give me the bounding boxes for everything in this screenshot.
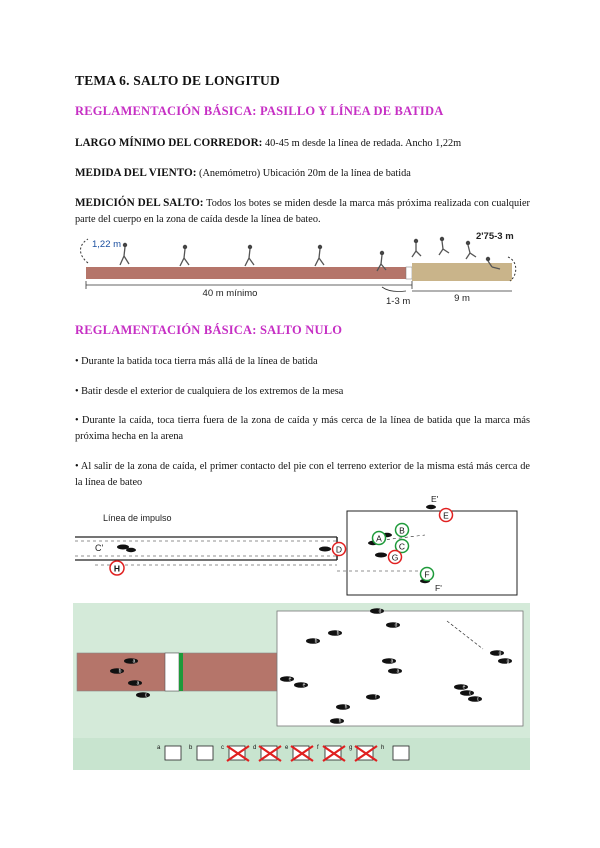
bullet-4: • Al salir de la zona de caída, el primer contacto del pie con el terreno exterior de la misma está más cerca de la línea de bateo	[75, 461, 530, 488]
svg-text:g: g	[349, 745, 353, 751]
svg-text:d: d	[253, 745, 257, 751]
svg-text:e: e	[288, 676, 292, 683]
take-off-box	[165, 653, 179, 691]
landing-pit	[412, 263, 512, 281]
take-off-board	[406, 267, 412, 279]
svg-text:g: g	[506, 658, 510, 665]
svg-text:g: g	[498, 650, 502, 657]
svg-text:C: C	[398, 541, 406, 552]
svg-text:h: h	[381, 745, 385, 751]
mark-g	[389, 551, 402, 564]
text-medicion: Todos los botes se miden desde la marca más próxima realizada con cualquier parte del cuerpo en la zona de caída desde la línea de bateo.	[75, 198, 530, 225]
svg-text:c: c	[476, 696, 480, 703]
bullet-2: • Batir desde el exterior de cualquiera de los extremos de la mesa	[75, 386, 344, 397]
impulse-line-label: Línea de impulso	[103, 513, 172, 523]
svg-text:d: d	[378, 608, 382, 615]
svg-text:a: a	[396, 668, 400, 675]
svg-text:b: b	[189, 745, 193, 751]
mark-label-c-prime: C'	[95, 543, 104, 553]
bullet-3: • Durante la caída, toca tierra fuera de la zona de caída y más cerca de la línea de batida que la marca más próxima hecha en la arena	[75, 415, 530, 442]
paragraph-medicion	[75, 195, 530, 228]
mark-label-e-prime: E'	[431, 495, 439, 504]
section-heading-salto-nulo: REGLAMENTACIÓN BÁSICA: SALTO NULO	[75, 323, 343, 337]
svg-text:G: G	[391, 552, 399, 563]
bullet-1: • Durante la batida toca tierra más allá de la línea de batida	[75, 356, 318, 367]
mark-a	[373, 532, 386, 545]
end-label: 2'75-3 m	[476, 231, 514, 242]
svg-text:f: f	[375, 694, 377, 701]
svg-text:F: F	[424, 569, 430, 580]
label-viento: MEDIDA DEL VIENTO:	[75, 167, 197, 179]
paragraph-largo	[75, 135, 530, 152]
svg-text:a: a	[132, 658, 136, 665]
svg-text:e: e	[285, 745, 289, 751]
svg-text:d: d	[394, 622, 398, 629]
svg-text:e: e	[302, 682, 306, 689]
text-largo: 40-45 m desde la línea de redada. Ancho 1,22m	[262, 138, 462, 149]
svg-text:c: c	[221, 745, 224, 751]
mark-e	[440, 509, 453, 522]
mark-h	[110, 561, 124, 575]
landing-area	[347, 511, 517, 595]
text-viento: (Anemómetro) Ubicación 20m de la línea de batida	[196, 168, 411, 179]
mark-b	[396, 524, 409, 537]
svg-text:a: a	[136, 680, 140, 687]
paragraph-viento	[75, 165, 530, 182]
section-heading-pasillo: REGLAMENTACIÓN BÁSICA: PASILLO Y LÍNEA DE BATIDA	[75, 104, 444, 118]
svg-text:a: a	[157, 745, 161, 751]
runway-diagram	[70, 225, 530, 305]
label-largo: LARGO MÍNIMO DEL CORREDOR:	[75, 137, 263, 149]
svg-text:a: a	[390, 658, 394, 665]
board-distance-label: 1-3 m	[386, 296, 411, 305]
label-medicion: MEDICIÓN DEL SALTO:	[75, 197, 204, 209]
svg-text:B: B	[399, 525, 405, 536]
svg-text:H: H	[113, 563, 121, 574]
svg-text:c: c	[468, 690, 472, 697]
svg-text:b: b	[314, 638, 318, 645]
mark-label-f-prime: F'	[435, 583, 442, 593]
foul-positions-diagram	[75, 495, 525, 600]
svg-text:D: D	[335, 544, 343, 555]
mark-f	[421, 568, 434, 581]
page-title: TEMA 6. SALTO DE LONGITUD	[75, 73, 280, 88]
svg-text:f: f	[317, 745, 319, 751]
footprint-field-diagram	[73, 603, 530, 770]
run-length-label: 40 m mínimo	[202, 288, 258, 299]
mark-d	[333, 543, 346, 556]
svg-text:b: b	[336, 630, 340, 637]
svg-text:e: e	[462, 684, 466, 691]
runway-track	[86, 267, 412, 279]
svg-text:c: c	[144, 692, 148, 699]
width-label: 1,22 m	[92, 239, 122, 250]
svg-text:b: b	[118, 668, 122, 675]
landing-zone	[277, 608, 523, 726]
svg-text:E: E	[443, 510, 449, 521]
pit-length-label: 9 m	[454, 293, 470, 304]
svg-text:A: A	[376, 533, 382, 544]
svg-text:h: h	[338, 718, 342, 725]
take-off-line	[179, 653, 183, 691]
svg-text:h: h	[344, 704, 348, 711]
